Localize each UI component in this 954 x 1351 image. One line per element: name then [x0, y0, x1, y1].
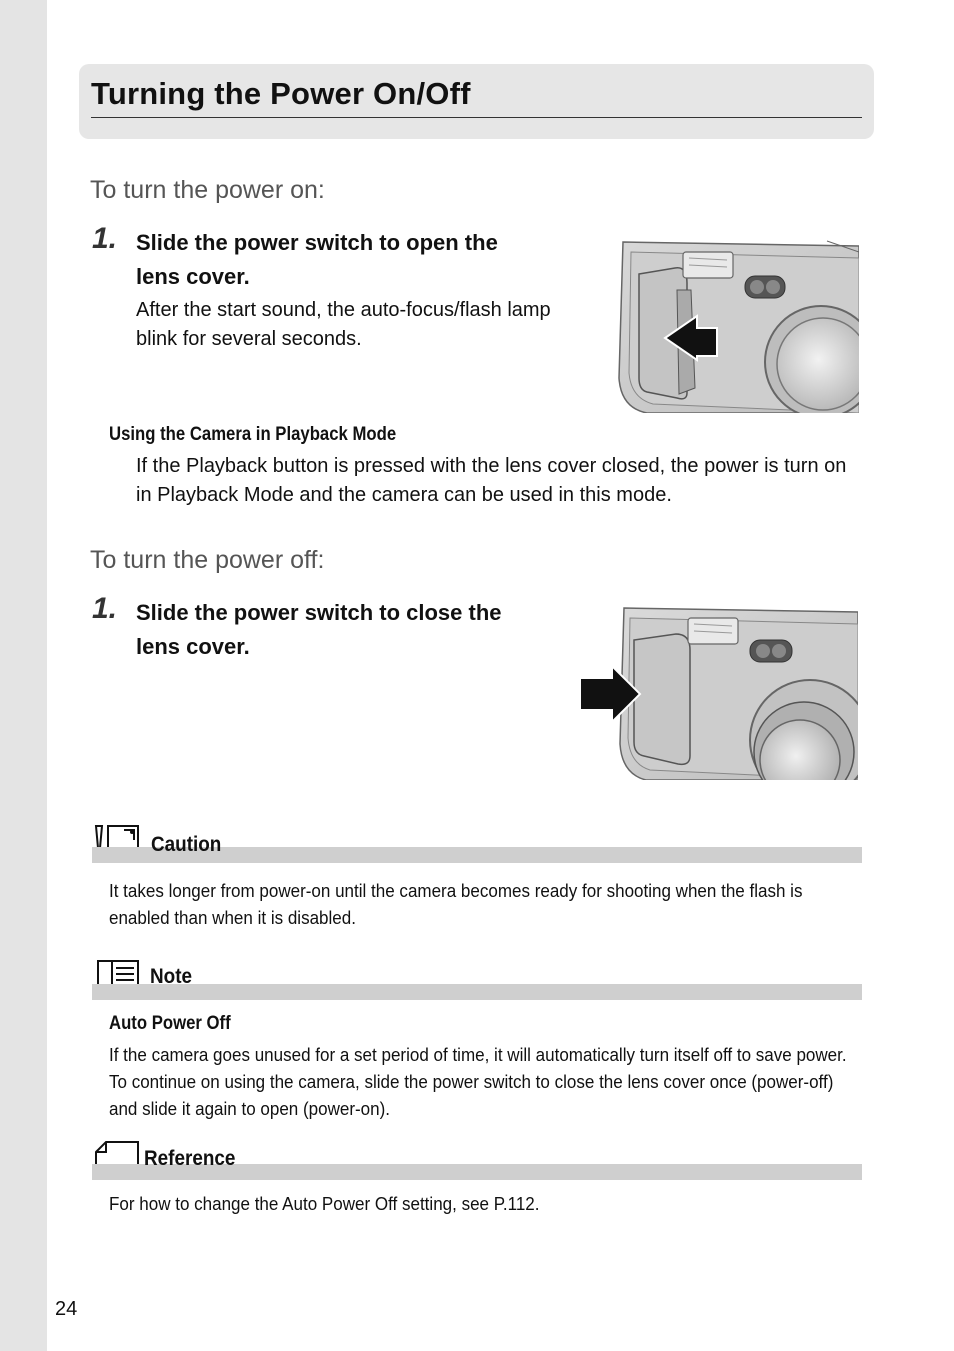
page-title: Turning the Power On/Off — [91, 76, 471, 111]
page-margin-strip — [0, 0, 47, 1351]
power-on-step-body: After the start sound, the auto-focus/flash lamp blink for several seconds. — [136, 299, 551, 350]
power-off-step-title: Slide the power switch to close the lens cover. — [136, 600, 502, 659]
power-off-heading: To turn the power off: — [90, 546, 325, 574]
camera-open-photo — [617, 238, 859, 413]
playback-mode-heading: Using the Camera in Playback Mode — [109, 424, 397, 445]
reference-label: Reference — [144, 1147, 236, 1170]
power-off-step-number: 1. — [92, 592, 118, 625]
caution-body: It takes longer from power-on until the camera becomes ready for shooting when the flash is enabled than when it is disabled. — [109, 880, 803, 928]
note-bar — [92, 984, 862, 1000]
playback-mode-body: If the Playback button is pressed with the lens cover closed, the power is turn on in Playback Mode and the camera can be used in this mode. — [136, 455, 847, 506]
power-on-heading: To turn the power on: — [90, 176, 325, 204]
power-on-step-number: 1. — [92, 222, 118, 255]
title-underline — [91, 117, 862, 118]
reference-body: For how to change the Auto Power Off setting, see P.112. — [109, 1193, 540, 1214]
auto-power-off-heading: Auto Power Off — [109, 1013, 231, 1034]
page-number: 24 — [55, 1298, 78, 1320]
auto-power-off-body: If the camera goes unused for a set period of time, it will automatically turn itself off to save power. To continue on using the camera, slide the power switch to close the lens cover once (power-off) and slide it again to open (power-on). — [109, 1044, 847, 1119]
note-label: Note — [150, 965, 193, 988]
title-box — [79, 64, 874, 139]
camera-closed-photo — [578, 606, 858, 780]
caution-label: Caution — [151, 833, 222, 856]
power-on-step-title: Slide the power switch to open the lens cover. — [136, 230, 498, 289]
